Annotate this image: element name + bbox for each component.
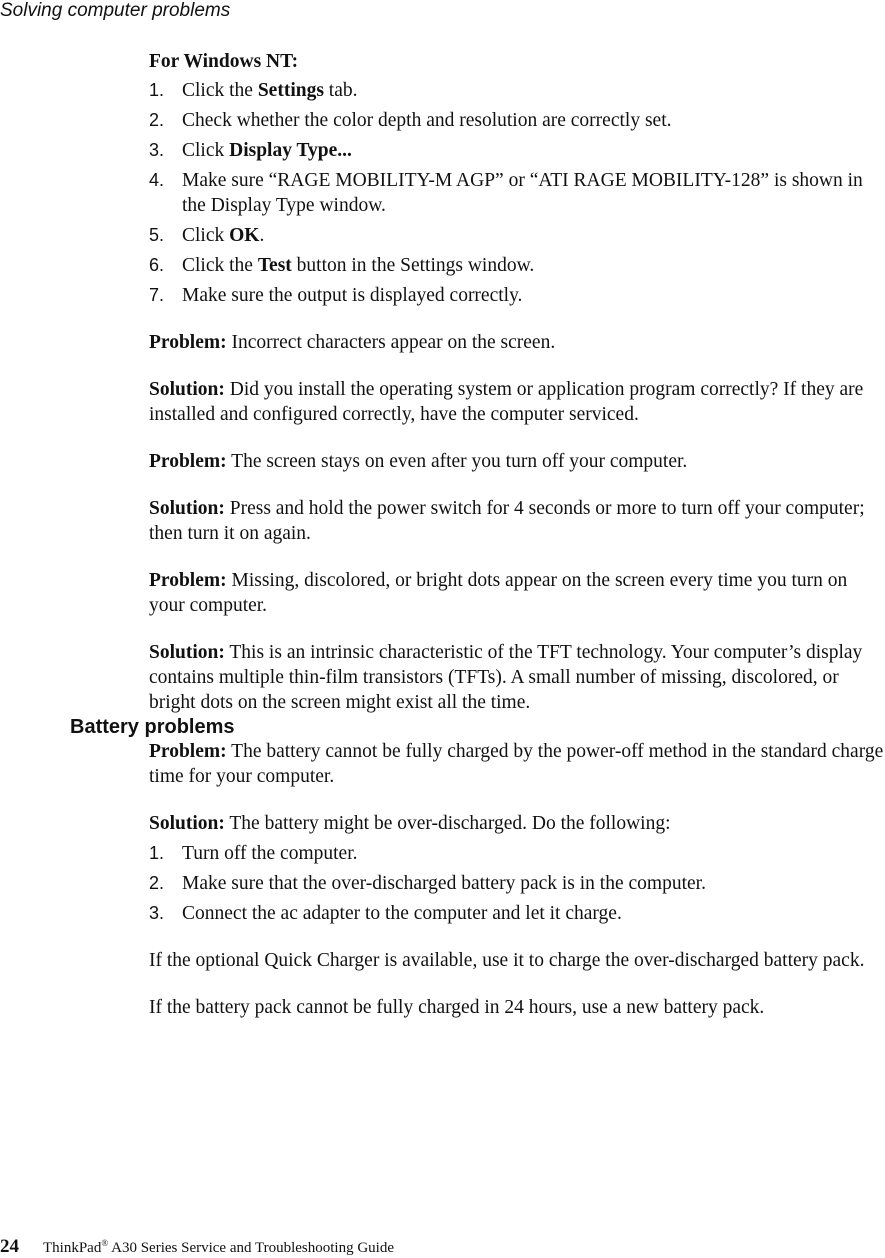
ui-label-display-type: Display Type... xyxy=(229,140,352,161)
step-number: 4. xyxy=(149,170,165,190)
step-number: 3. xyxy=(149,903,165,923)
solution-label: Solution: xyxy=(149,813,225,834)
winnt-steps xyxy=(149,78,885,308)
quick-charger-note: If the optional Quick Charger is available, use it to charge the over-discharged battery pack. xyxy=(149,950,865,971)
ui-label-ok: OK xyxy=(229,225,260,246)
problem-3: Problem: Missing, discolored, or bright dots appear on the screen every time you turn on your computer. xyxy=(149,570,848,616)
problem-label: Problem: xyxy=(149,332,227,353)
step-number: 7. xyxy=(149,285,165,305)
step-number: 3. xyxy=(149,140,165,160)
ui-label-test: Test xyxy=(257,255,292,276)
battery-step-1: 1. Turn off the computer. xyxy=(149,843,358,864)
problem-1: Problem: Incorrect characters appear on the screen. xyxy=(149,332,556,353)
solution-2: Solution: Press and hold the power switch for 4 seconds or more to turn off your computer; then turn it on again. xyxy=(149,498,865,544)
step-number: 2. xyxy=(149,873,165,893)
registered-mark: ® xyxy=(101,1238,109,1248)
winnt-step-6: 6. Click the Test button in the Settings window. xyxy=(149,255,535,276)
problem-label: Problem: xyxy=(149,451,227,472)
footer-brand: ThinkPad xyxy=(43,1240,102,1256)
step-number: 6. xyxy=(149,255,165,275)
ui-label-settings: Settings xyxy=(257,80,324,101)
winnt-step-7: 7. Make sure the output is displayed correctly. xyxy=(149,285,523,306)
page-footer xyxy=(0,1233,394,1258)
page-number: 24 xyxy=(0,1236,19,1257)
page-content xyxy=(70,49,885,1020)
winnt-step-1: 1. Click the Settings tab. xyxy=(149,80,358,101)
step-number: 1. xyxy=(149,843,165,863)
winnt-step-2: 2. Check whether the color depth and resolution are correctly set. xyxy=(149,110,672,131)
battery-solution: Solution: The battery might be over-discharged. Do the following: xyxy=(149,813,671,834)
footer-title: A30 Series Service and Troubleshooting Guide xyxy=(108,1240,395,1256)
battery-steps xyxy=(149,841,885,926)
battery-problem: Problem: The battery cannot be fully charged by the power-off method in the standard charge time for your computer. xyxy=(149,741,884,787)
solution-label: Solution: xyxy=(149,642,225,663)
step-number: 1. xyxy=(149,80,165,100)
problem-label: Problem: xyxy=(149,741,227,762)
running-head: Solving computer problems xyxy=(0,0,231,21)
battery-section-heading: Battery problems xyxy=(70,716,235,738)
solution-3: Solution: This is an intrinsic characteristic of the TFT technology. Your computer’s display contains multiple thin-film transistors (TFTs). A small number of missing, discolored, or bright dots on the screen might exist all the time. xyxy=(149,642,863,713)
step-number: 5. xyxy=(149,225,165,245)
solution-label: Solution: xyxy=(149,379,225,400)
winnt-heading: For Windows NT: xyxy=(149,51,299,72)
problem-2: Problem: The screen stays on even after you turn off your computer. xyxy=(149,451,688,472)
solution-1: Solution: Did you install the operating system or application program correctly? If they are installed and configured correctly, have the computer serviced. xyxy=(149,379,864,425)
winnt-step-4: 4. Make sure “RAGE MOBILITY-M AGP” or “ATI RAGE MOBILITY-128” is shown in the Display Type window. xyxy=(149,170,863,216)
winnt-step-3: 3. Click Display Type... xyxy=(149,140,352,161)
solution-label: Solution: xyxy=(149,498,225,519)
problem-label: Problem: xyxy=(149,570,227,591)
battery-step-2: 2. Make sure that the over-discharged battery pack is in the computer. xyxy=(149,873,706,894)
step-number: 2. xyxy=(149,110,165,130)
winnt-step-5: 5. Click OK. xyxy=(149,225,265,246)
battery-step-3: 3. Connect the ac adapter to the computer and let it charge. xyxy=(149,903,622,924)
replace-battery-note: If the battery pack cannot be fully charged in 24 hours, use a new battery pack. xyxy=(149,997,765,1018)
